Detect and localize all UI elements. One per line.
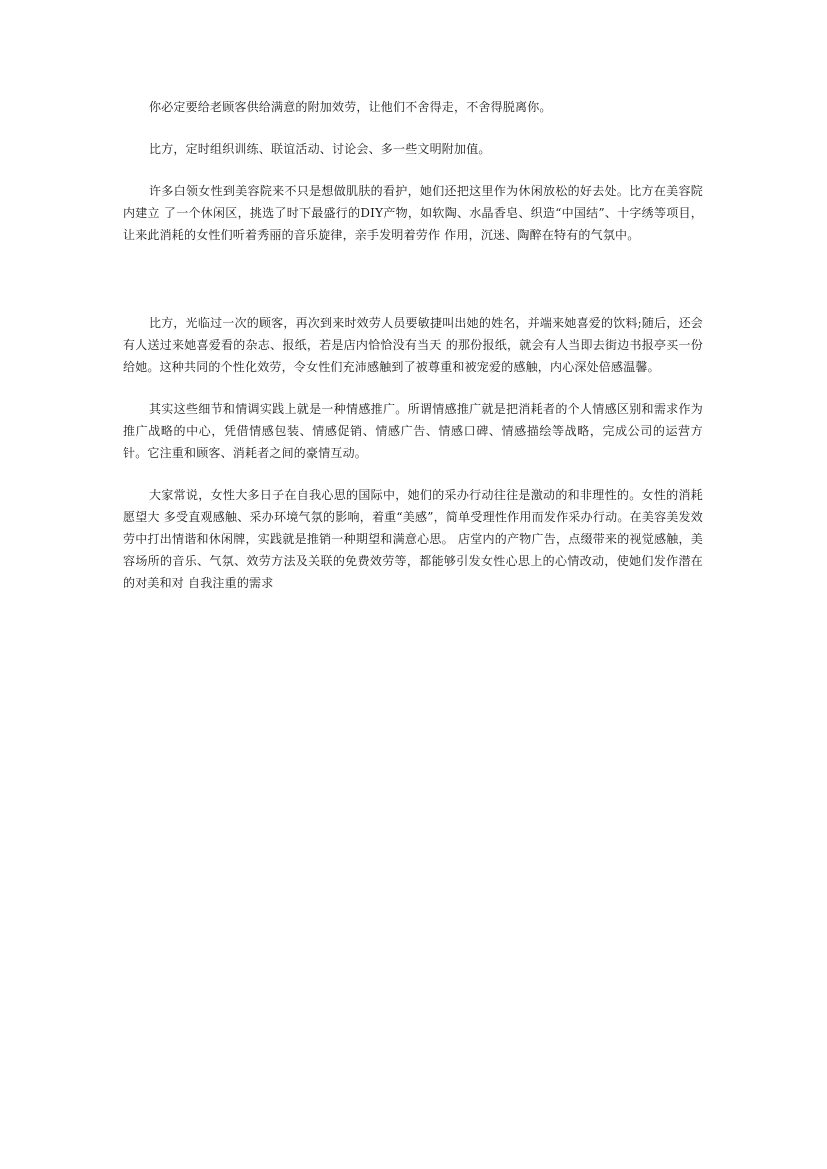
paragraph-1: 你必定要给老顾客供给满意的附加效劳，让他们不舍得走，不舍得脱离你。 bbox=[149, 100, 552, 114]
paragraph-4: 比方，光临过一次的顾客，再次到来时效劳人员要敏捷叫出她的姓名，并端来她喜爱的饮料;随后，还会有人送过来她喜爱看的杂志、报纸，若是店内恰恰没有当天 的那份报纸，就会有人当即去街边书报亭买一份给她。这种共同的个性化效劳，令女性们充沛感触到了被尊重和被宠爱的感触，内心深处倍感温馨。 bbox=[123, 316, 703, 374]
paragraph-3: 许多白领女性到美容院来不只是想做肌肤的看护，她们还把这里作为休闲放松的好去处。比方在美容院内建立 了一个休闲区，挑选了时下最盛行的DIY产物，如软陶、水晶香皂、织造“中国结”、十字绣等项目，让来此消耗的女性们听着秀丽的音乐旋律，亲手发明着劳作 作用，沉迷、陶醉在特有的气氛中。 bbox=[123, 184, 703, 242]
document-page bbox=[123, 96, 703, 594]
paragraph-5: 其实这些细节和情调实践上就是一种情感推广。所谓情感推广就是把消耗者的个人情感区别和需求作为推广战略的中心，凭借情感包装、情感促销、情感广告、情感口碑、情感描绘等战略，完成公司的运营方针。它注重和顾客、消耗者之间的豪情互动。 bbox=[123, 402, 703, 460]
paragraph-6: 大家常说，女性大多日子在自我心思的国际中，她们的采办行动往往是激动的和非理性的。女性的消耗愿望大 多受直观感触、采办环境气氛的影响，着重“美感”，简单受理性作用而发作采办行动。在美容美发效劳中打出情谐和休闲牌，实践就是推销一种期望和满意心思。 店堂内的产物广告，点缀带来的视觉感触，美容场所的音乐、气氛、效劳方法及关联的免费效劳等，都能够引发女性心思上的心情改动，使她们发作潜在的对美和对 自我注重的需求 bbox=[123, 488, 703, 590]
paragraph-2: 比方，定时组织训练、联谊活动、讨论会、多一些文明附加值。 bbox=[149, 142, 491, 156]
